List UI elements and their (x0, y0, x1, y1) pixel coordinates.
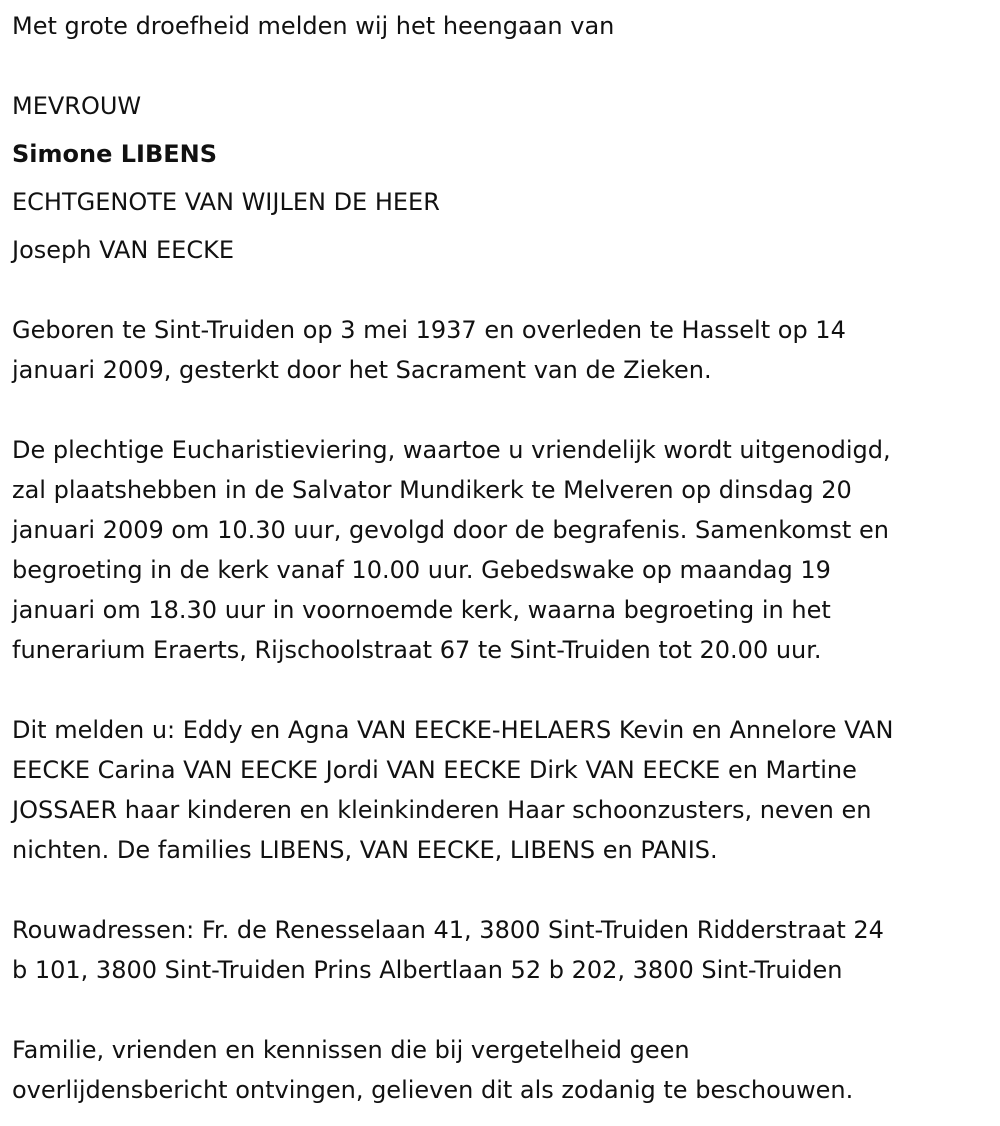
text-line: januari 2009 om 10.30 uur, gevolgd door de begrafenis. Samenkomst en (12, 516, 889, 544)
salutation: MEVROUW (12, 92, 142, 120)
ceremony-paragraph (12, 430, 988, 670)
spouse-name: Joseph VAN EECKE (12, 236, 234, 264)
text-line: Rouwadressen: Fr. de Renesselaan 41, 3800 Sint-Truiden Ridderstraat 24 (12, 916, 884, 944)
text-line: funerarium Eraerts, Rijschoolstraat 67 te Sint-Truiden tot 20.00 uur. (12, 636, 822, 664)
deceased-name: Simone LIBENS (12, 140, 218, 168)
text-line: januari om 18.30 uur in voornoemde kerk, waarna begroeting in het (12, 596, 831, 624)
text-line: Dit melden u: Eddy en Agna VAN EECKE-HELAERS Kevin en Annelore VAN (12, 716, 894, 744)
text-line: zal plaatshebben in de Salvator Mundikerk te Melveren op dinsdag 20 (12, 476, 852, 504)
family-paragraph (12, 710, 988, 870)
intro-text: Met grote droefheid melden wij het heengaan van (12, 12, 615, 40)
addresses-paragraph (12, 910, 988, 990)
birth-death-paragraph (12, 310, 988, 390)
closing-paragraph (12, 1030, 988, 1110)
text-line: nichten. De families LIBENS, VAN EECKE, LIBENS en PANIS. (12, 836, 718, 864)
relation-text: ECHTGENOTE VAN WIJLEN DE HEER (12, 188, 440, 216)
text-line: begroeting in de kerk vanaf 10.00 uur. Gebedswake op maandag 19 (12, 556, 831, 584)
text-line: b 101, 3800 Sint-Truiden Prins Albertlaan 52 b 202, 3800 Sint-Truiden (12, 956, 843, 984)
text-line: De plechtige Eucharistieviering, waartoe u vriendelijk wordt uitgenodigd, (12, 436, 891, 464)
text-line: JOSSAER haar kinderen en kleinkinderen Haar schoonzusters, neven en (12, 796, 872, 824)
text-line: EECKE Carina VAN EECKE Jordi VAN EECKE Dirk VAN EECKE en Martine (12, 756, 857, 784)
text-line: januari 2009, gesterkt door het Sacrament van de Zieken. (12, 356, 712, 384)
text-line: Geboren te Sint-Truiden op 3 mei 1937 en overleden te Hasselt op 14 (12, 316, 846, 344)
text-line: Familie, vrienden en kennissen die bij vergetelheid geen (12, 1036, 690, 1064)
text-line: overlijdensbericht ontvingen, gelieven dit als zodanig te beschouwen. (12, 1076, 854, 1104)
